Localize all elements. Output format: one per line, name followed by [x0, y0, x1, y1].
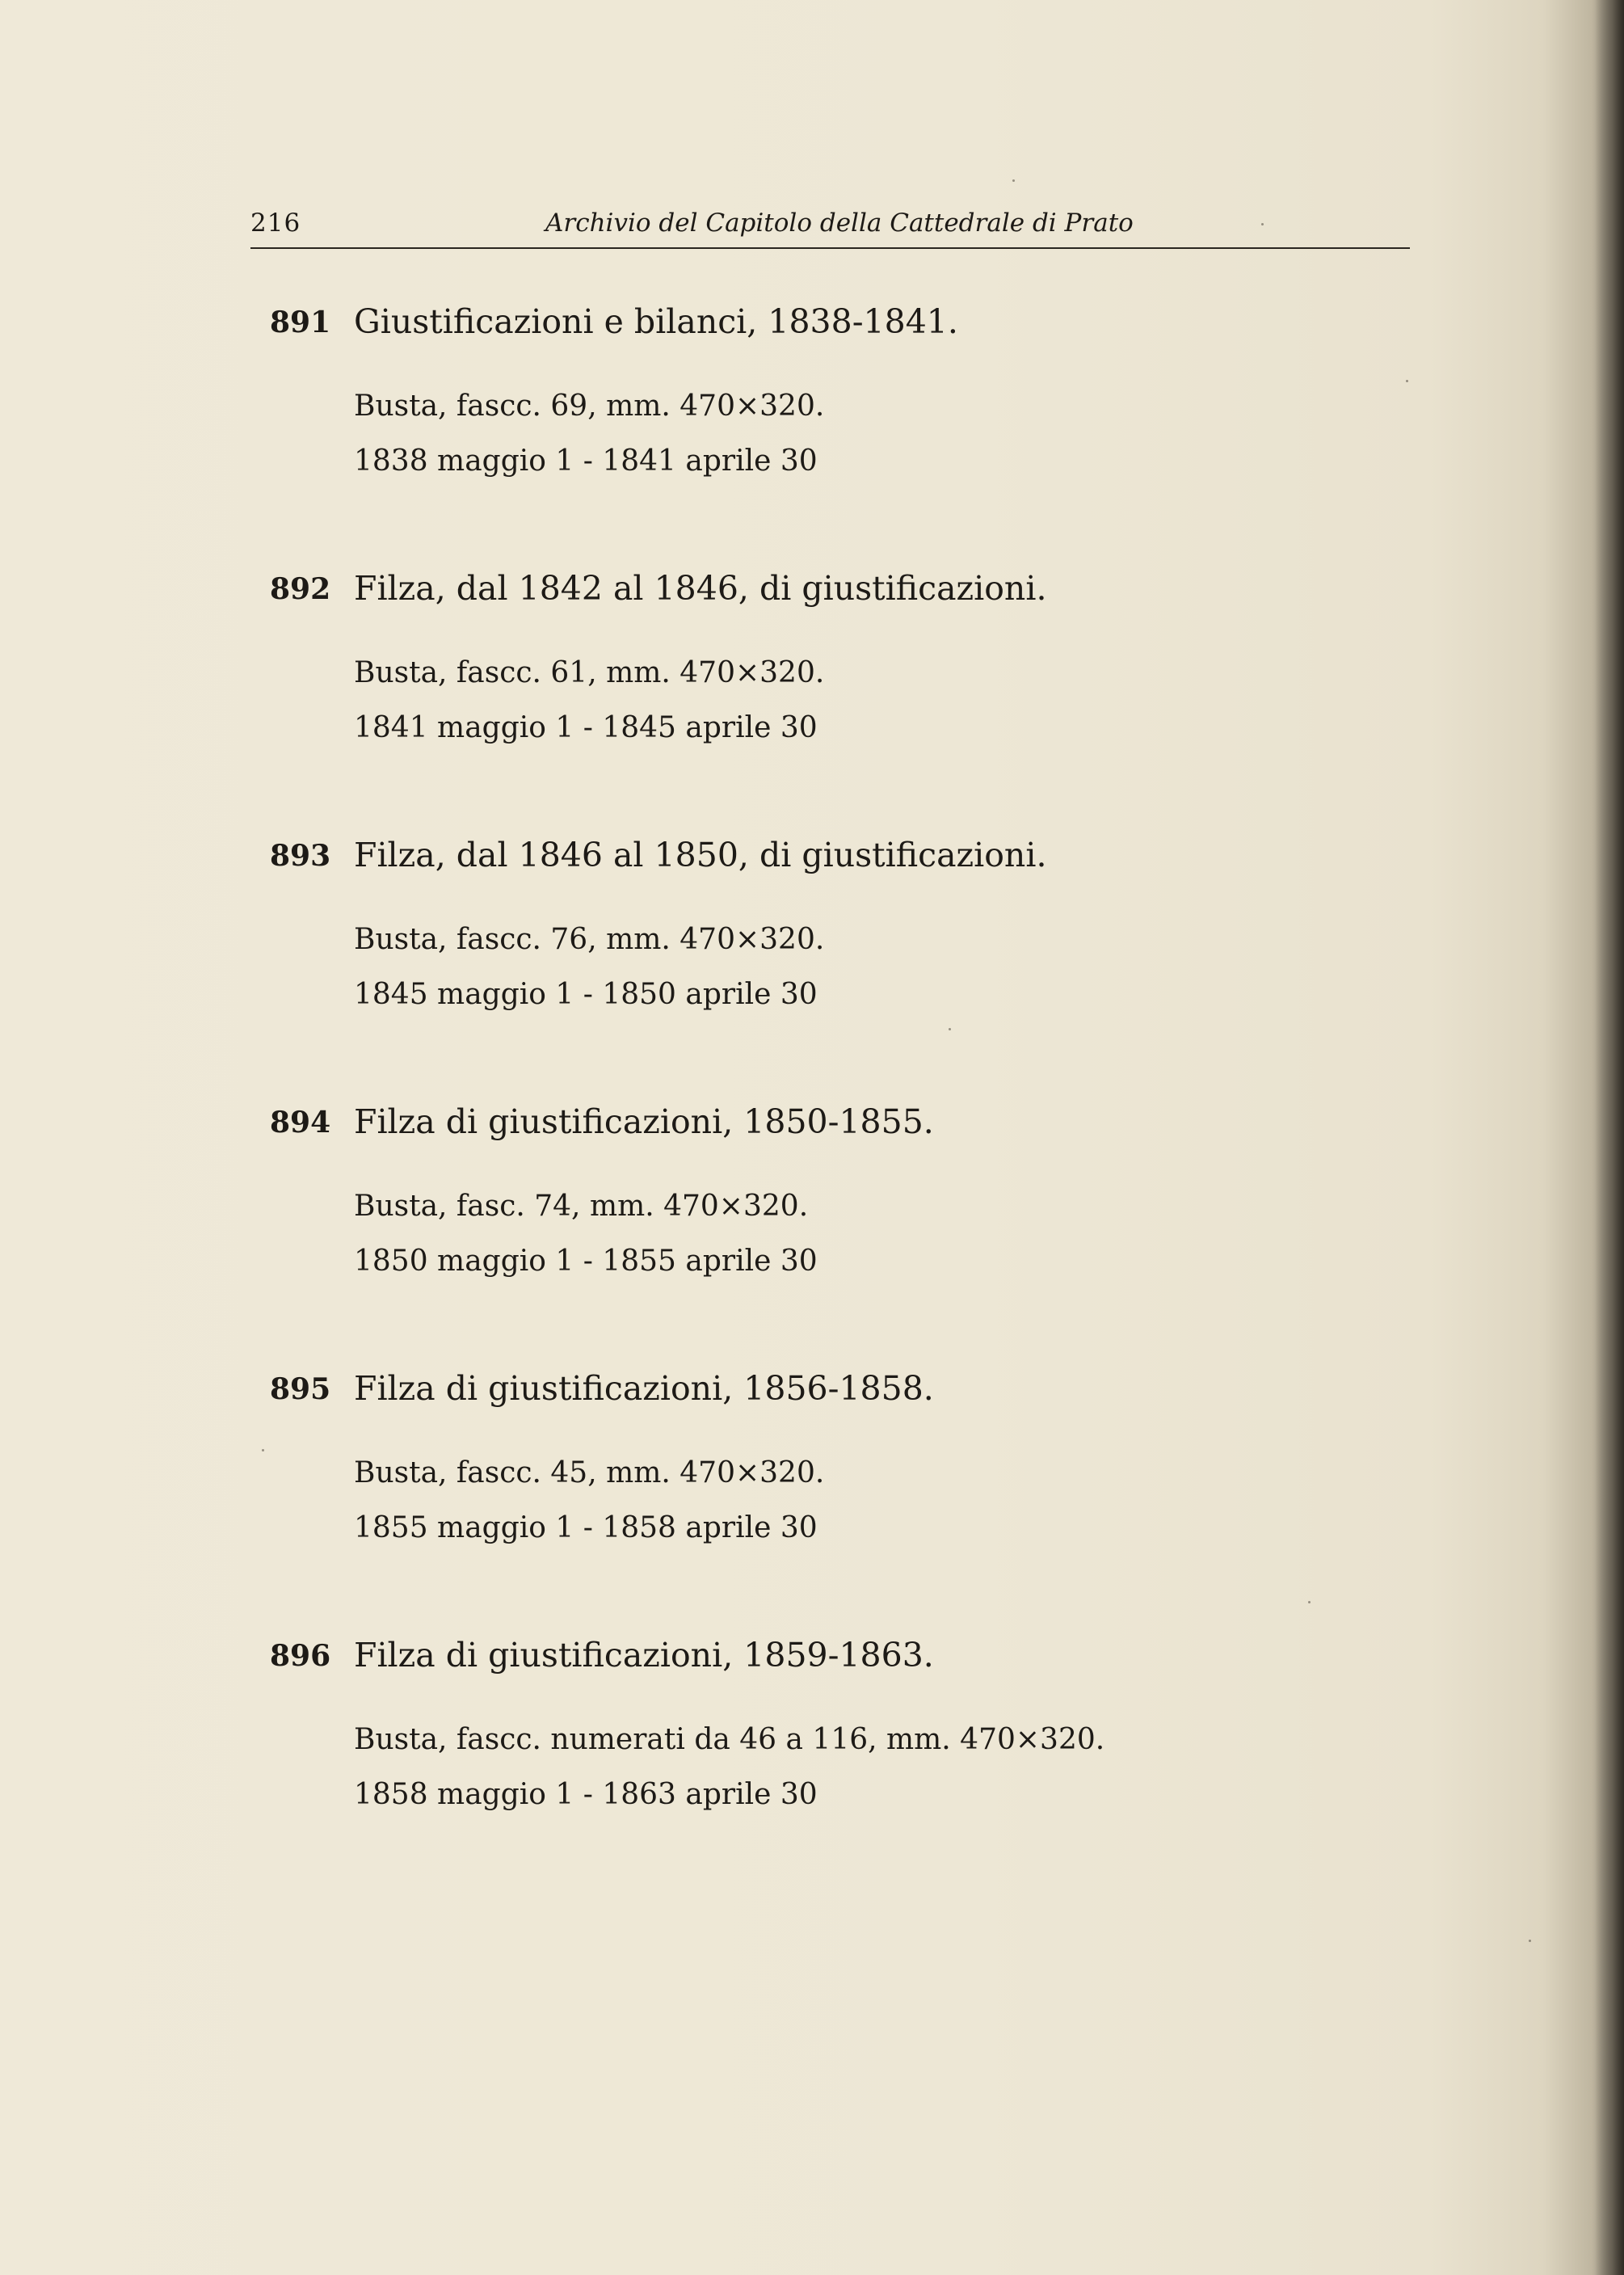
entry-title: Giustificazioni e bilanci, 1838-1841.: [354, 302, 958, 341]
page-number: 216: [250, 209, 301, 238]
paper-speck: [1261, 223, 1264, 225]
entry-dates: 1858 maggio 1 - 1863 aprile 30: [354, 1778, 818, 1811]
entry-dates: 1850 maggio 1 - 1855 aprile 30: [354, 1245, 818, 1278]
paper-speck: [1012, 179, 1015, 182]
entry-description: Busta, fascc. 69, mm. 470×320.: [354, 390, 825, 423]
entry-dates: 1838 maggio 1 - 1841 aprile 30: [354, 444, 818, 478]
paper-speck: [1406, 380, 1408, 382]
entry-number: 892: [270, 572, 331, 606]
page-header: [250, 209, 1410, 249]
paper-speck: [1308, 1601, 1311, 1603]
paper-speck: [262, 1449, 264, 1451]
entry-number: 895: [270, 1372, 331, 1406]
entry-description: Busta, fascc. numerati da 46 a 116, mm. 470×320.: [354, 1723, 1105, 1756]
entry-title: Filza di giustificazioni, 1856-1858.: [354, 1369, 934, 1408]
entry-description: Busta, fascc. 61, mm. 470×320.: [354, 656, 825, 689]
entry-dates: 1845 maggio 1 - 1850 aprile 30: [354, 978, 818, 1011]
entry-dates: 1855 maggio 1 - 1858 aprile 30: [354, 1511, 818, 1544]
paper-speck: [1529, 1940, 1531, 1942]
paper-speck: [949, 1028, 951, 1030]
page-gutter-shadow: [1595, 0, 1624, 2275]
entry-dates: 1841 maggio 1 - 1845 aprile 30: [354, 711, 818, 744]
running-title: Archivio del Capitolo della Cattedrale di Prato: [545, 209, 1134, 238]
entry-title: Filza di giustificazioni, 1850-1855.: [354, 1102, 934, 1141]
entry-number: 891: [270, 305, 331, 339]
entry-number: 896: [270, 1639, 331, 1673]
entry-description: Busta, fascc. 45, mm. 470×320.: [354, 1456, 825, 1489]
entry-title: Filza, dal 1842 al 1846, di giustificazioni.: [354, 569, 1047, 608]
entry-description: Busta, fasc. 74, mm. 470×320.: [354, 1190, 809, 1223]
entry-title: Filza, dal 1846 al 1850, di giustificazioni.: [354, 836, 1047, 874]
entry-description: Busta, fascc. 76, mm. 470×320.: [354, 923, 825, 956]
entry-title: Filza di giustificazioni, 1859-1863.: [354, 1636, 934, 1675]
entry-number: 893: [270, 839, 331, 873]
entry-number: 894: [270, 1106, 331, 1140]
